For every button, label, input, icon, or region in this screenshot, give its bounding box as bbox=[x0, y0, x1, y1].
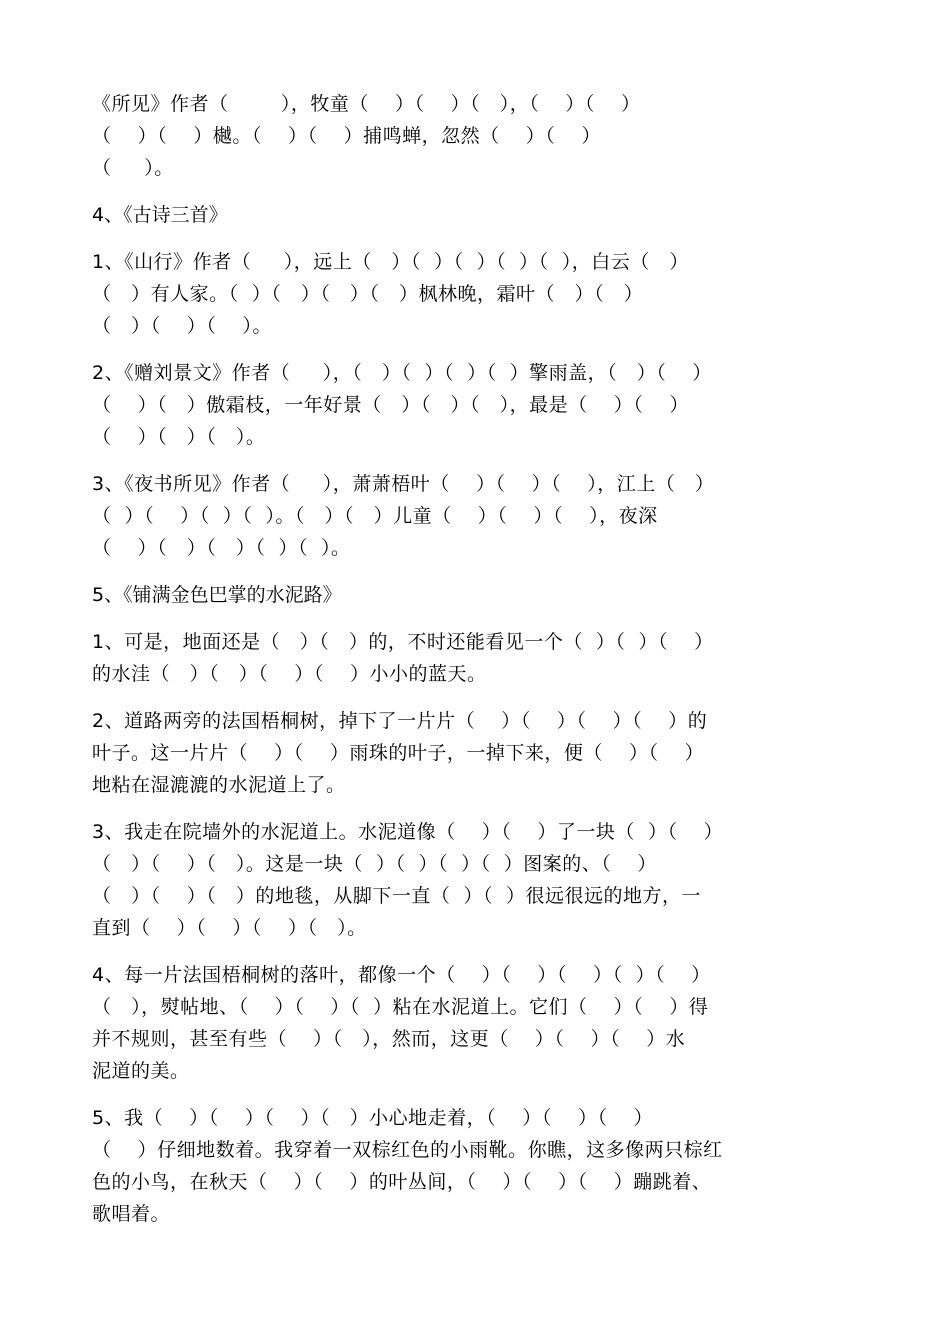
text-line: （ ），熨帖地、（ ）（ ）（ ）粘在水泥道上。它们（ ）（ ）得 bbox=[92, 996, 709, 1018]
text-line: 2、《赠刘景文》作者（ ），（ ）（ ）（ ）（ ）擎雨盖，（ ）（ ） bbox=[92, 362, 712, 384]
text-line: 色的小鸟，在秋天（ ）（ ）的叶丛间，（ ）（ ）（ ）蹦跳着、 bbox=[92, 1171, 712, 1193]
text-line: （ ）（ ）（ ）。 bbox=[92, 426, 266, 448]
text-line: （ ）（ ）（ ）。 bbox=[92, 315, 272, 337]
text-line: 泥道的美。 bbox=[92, 1060, 190, 1082]
text-line: （ ）（ ）（ ）的地毯，从脚下一直（ ）（ ）很远很远的地方，一 bbox=[92, 885, 702, 907]
text-line: 的水洼（ ）（ ）（ ）（ ）小小的蓝天。 bbox=[92, 663, 487, 685]
exercise-2-block bbox=[92, 705, 882, 801]
text-line: 5、我（ ）（ ）（ ）（ ）小心地走着，（ ）（ ）（ ） bbox=[92, 1107, 654, 1129]
section-heading-gushi: 4、《古诗三首》 bbox=[92, 204, 228, 226]
zengliujingwen-block bbox=[92, 357, 882, 453]
text-line: 1、《山行》作者（ ），远上（ ）（ ）（ ）（ ）（ ），白云（ ） bbox=[92, 251, 689, 273]
exercise-5-block bbox=[92, 1102, 882, 1230]
text-line: 《所见》作者（ ），牧童（ ）（ ）（ ），（ ）（ ） bbox=[92, 93, 641, 115]
text-line: （ ）（ ）（ ）（ ）（ ）。 bbox=[92, 537, 351, 559]
text-line: （ ）有人家。（ ）（ ）（ ）（ ）枫林晚，霜叶（ ）（ ） bbox=[92, 283, 644, 305]
text-line: （ ）。 bbox=[92, 157, 174, 179]
exercise-4-block bbox=[92, 959, 882, 1087]
text-line: 直到（ ）（ ）（ ）（ ）。 bbox=[92, 917, 367, 939]
text-line: 歌唱着。 bbox=[92, 1203, 171, 1225]
text-line: （ ）仔细地数着。我穿着一双棕红色的小雨靴。你瞧，这多像两只棕红 bbox=[92, 1139, 723, 1161]
text-line: 3、我走在院墙外的水泥道上。水泥道像（ ）（ ）了一块（ ）（ ） bbox=[92, 821, 724, 843]
text-line: （ ）（ ）（ ）。这是一块（ ）（ ）（ ）（ ）图案的、（ ） bbox=[92, 853, 657, 875]
text-line: （ ）（ ）（ ）（ ）。（ ）（ ）儿童（ ）（ ）（ ），夜深 bbox=[92, 505, 658, 527]
text-line: 2、道路两旁的法国梧桐树，掉下了一片片（ ）（ ）（ ）（ ）的 bbox=[92, 710, 708, 732]
text-line: 1、可是，地面还是（ ）（ ）的，不时还能看见一个（ ）（ ）（ ） bbox=[92, 631, 714, 653]
text-line: （ ）（ ）樾。（ ）（ ）捕鸣蝉，忽然（ ）（ ） bbox=[92, 125, 601, 147]
text-line: 并不规则，甚至有些（ ）（ ），然而，这更（ ）（ ）（ ）水 bbox=[92, 1028, 686, 1050]
shanxing-block bbox=[92, 246, 882, 342]
exercise-1-block bbox=[92, 626, 882, 690]
suojian-poem-block bbox=[92, 88, 882, 184]
section-heading-shuinilu: 5、《铺满金色巴掌的水泥路》 bbox=[92, 584, 342, 606]
text-line: 4、每一片法国梧桐树的落叶，都像一个（ ）（ ）（ ）（ ）（ ） bbox=[92, 964, 711, 986]
yeshusuojian-block bbox=[92, 468, 882, 564]
text-line: 地粘在湿漉漉的水泥道上了。 bbox=[92, 774, 346, 796]
text-line: 叶子。这一片片（ ）（ ）雨珠的叶子，一掉下来，便（ ）（ ） bbox=[92, 742, 705, 764]
exercise-3-block bbox=[92, 816, 882, 944]
text-line: （ ）（ ）傲霜枝，一年好景（ ）（ ）（ ），最是（ ）（ ） bbox=[92, 394, 689, 416]
text-line: 3、《夜书所见》作者（ ），萧萧梧叶（ ）（ ）（ ），江上（ ） bbox=[92, 473, 715, 495]
worksheet-page bbox=[92, 88, 882, 1245]
